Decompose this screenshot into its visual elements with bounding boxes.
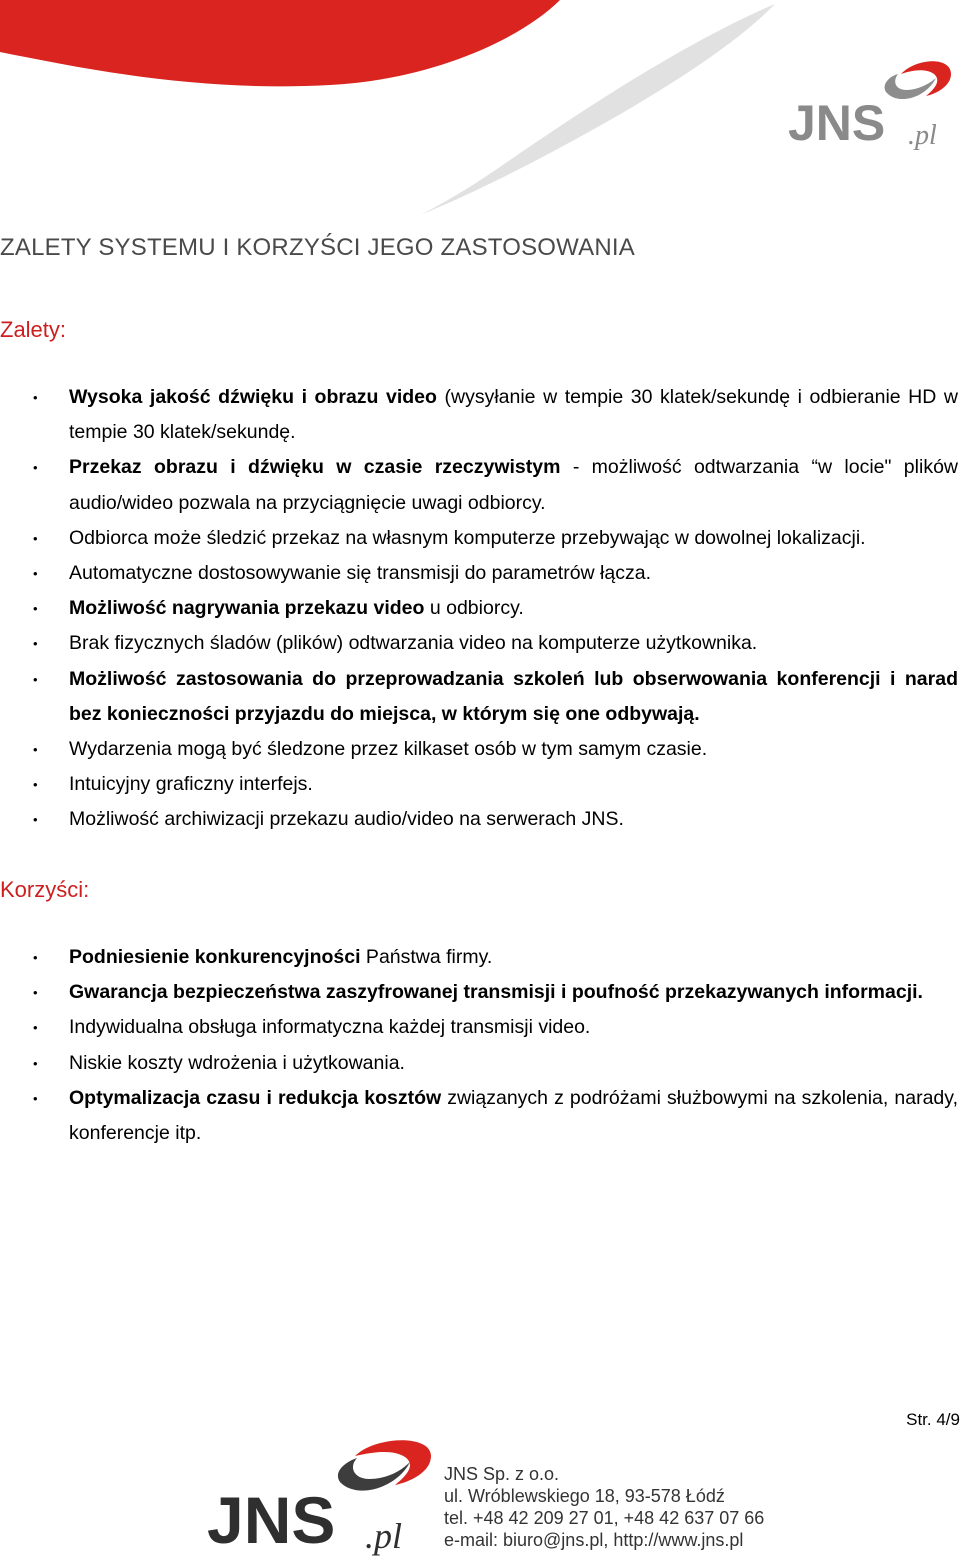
zalety-list (0, 380, 960, 838)
list-item: • Przekaz obrazu i dźwięku w czasie rzeczywistym - możliwość odtwarzania “w locie" plików audio/wideo pozwala na przyciągnięcie uwagi odbiorcy. (0, 450, 960, 520)
logo-top-suffix: .pl (908, 120, 937, 151)
logo-top-text: JNS (788, 95, 886, 151)
footer-contact (444, 1463, 764, 1551)
logo-swoosh-grey (338, 1458, 410, 1491)
list-item: • Możliwość zastosowania do przeprowadzania szkoleń lub obserwowania konferencji i narad bez konieczności przyjazdu do miejsca, w którym się one odbywają. (0, 662, 960, 732)
company-phone: tel. +48 42 209 27 01, +48 42 637 07 66 (444, 1508, 765, 1528)
logo-bottom-suffix: .pl (365, 1516, 403, 1556)
company-address: ul. Wróblewskiego 18, 93-578 Łódź (444, 1486, 725, 1506)
list-item: • Niskie koszty wdrożenia i użytkowania. (0, 1046, 960, 1081)
list-item: • Indywidualna obsługa informatyczna każdej transmisji video. (0, 1010, 960, 1045)
list-item: • Intuicyjny graficzny interfejs. (0, 767, 960, 802)
red-stripe (0, 0, 560, 86)
list-item: • Gwarancja bezpieczeństwa zaszyfrowanej transmisji i poufność przekazywanych informacji. (0, 975, 960, 1010)
list-item: • Brak fizycznych śladów (plików) odtwarzania video na komputerze użytkownika. (0, 626, 960, 661)
list-item: • Możliwość nagrywania przekazu video u odbiorcy. (0, 591, 960, 626)
list-item: • Wysoka jakość dźwięku i obrazu video (wysyłanie w tempie 30 klatek/sekundę i odbieranie HD w tempie 30 klatek/sekundę. (0, 380, 960, 450)
list-item: • Automatyczne dostosowywanie się transmisji do parametrów łącza. (0, 556, 960, 591)
jns-logo-top (786, 52, 956, 152)
page-number: Str. 4/9 (906, 1410, 960, 1429)
section-heading-zalety: Zalety: (0, 317, 67, 342)
page-title: ZALETY SYSTEMU I KORZYŚCI JEGO ZASTOSOWANIA (0, 234, 635, 261)
list-item: • Odbiorca może śledzić przekaz na własnym komputerze przebywając w dowolnej lokalizacji. (0, 521, 960, 556)
list-item: • Optymalizacja czasu i redukcja kosztów związanych z podróżami służbowymi na szkolenia, narady, konferencje itp. (0, 1081, 960, 1151)
jns-logo-bottom (205, 1430, 435, 1558)
section-heading-korzysci: Korzyści: (0, 877, 90, 902)
korzysci-list (0, 940, 960, 1151)
company-name: JNS Sp. z o.o. (444, 1464, 560, 1484)
list-item: • Podniesienie konkurencyjności Państwa firmy. (0, 940, 960, 975)
list-item: • Wydarzenia mogą być śledzone przez kilkaset osób w tym samym czasie. (0, 732, 960, 767)
logo-bottom-text: JNS (207, 1483, 336, 1557)
list-item: • Możliwość archiwizacji przekazu audio/video na serwerach JNS. (0, 802, 960, 837)
company-email-web: e-mail: biuro@jns.pl, http://www.jns.pl (444, 1530, 744, 1550)
